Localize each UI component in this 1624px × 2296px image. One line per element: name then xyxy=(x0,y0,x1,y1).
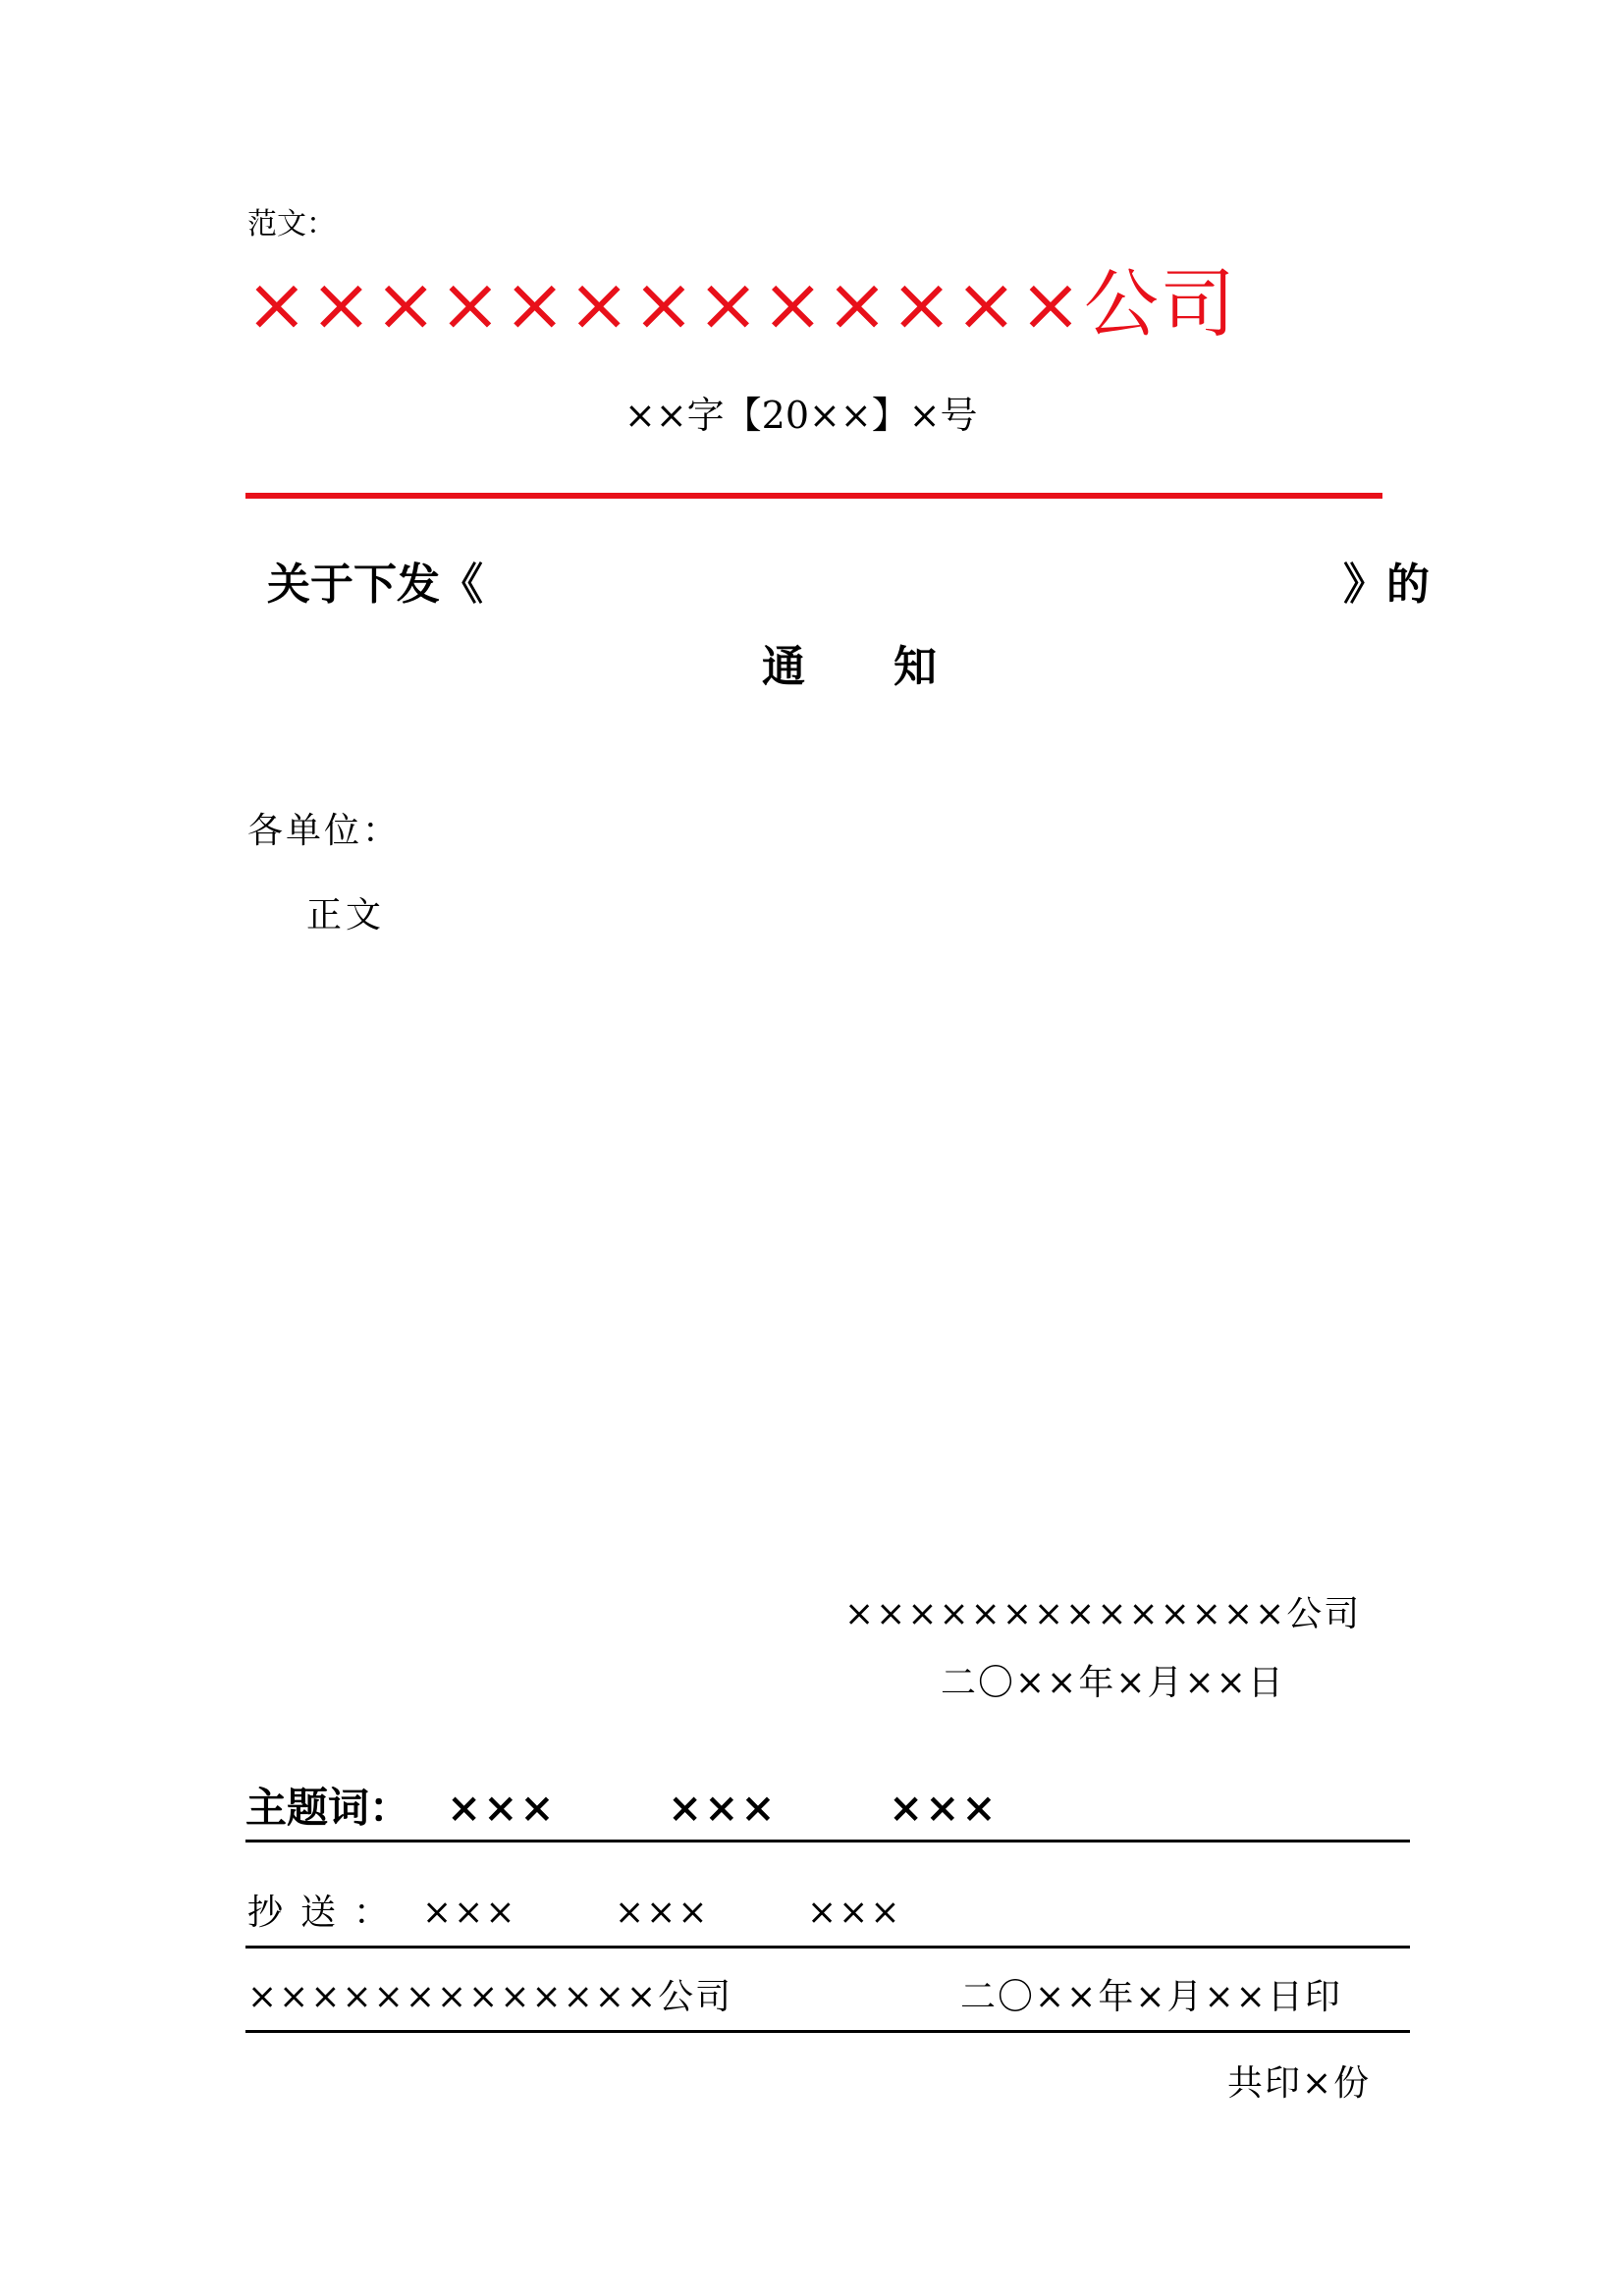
sample-label: 范文： xyxy=(247,207,336,241)
title-suffix: 》的 xyxy=(1343,560,1430,610)
body-text: 正文 xyxy=(306,895,386,935)
divider-line xyxy=(245,1840,1410,1842)
title-line2-char2: 知 xyxy=(893,642,937,692)
title-prefix: 关于下发《 xyxy=(267,560,483,610)
keyword-item: ××× xyxy=(668,1784,778,1832)
print-date: 二〇××年×月××日印 xyxy=(960,1977,1342,2017)
signature-company: ××××××××××××××公司 xyxy=(844,1594,1362,1634)
copies-count: 共印×份 xyxy=(1227,2063,1372,2104)
cc-recipient: ××× xyxy=(807,1893,902,1933)
cc-recipient: ××× xyxy=(615,1893,710,1933)
keywords-label: 主题词： xyxy=(245,1784,411,1832)
salutation: 各单位： xyxy=(247,811,402,851)
print-company: ×××××××××××××公司 xyxy=(247,1977,733,2017)
cc-recipient: ××× xyxy=(422,1893,517,1933)
divider-line xyxy=(245,2030,1410,2033)
title-line2-char1: 通 xyxy=(762,642,805,692)
document-number: ××字【20××】×号 xyxy=(624,394,978,437)
red-divider xyxy=(245,493,1382,499)
divider-line xyxy=(245,1946,1410,1949)
keyword-item: ××× xyxy=(447,1784,557,1832)
keyword-item: ××× xyxy=(889,1784,999,1832)
signature-date: 二〇××年×月××日 xyxy=(941,1663,1285,1703)
company-header: ×××××××××××××公司 xyxy=(245,260,1237,347)
cc-label: 抄送： xyxy=(247,1893,407,1933)
